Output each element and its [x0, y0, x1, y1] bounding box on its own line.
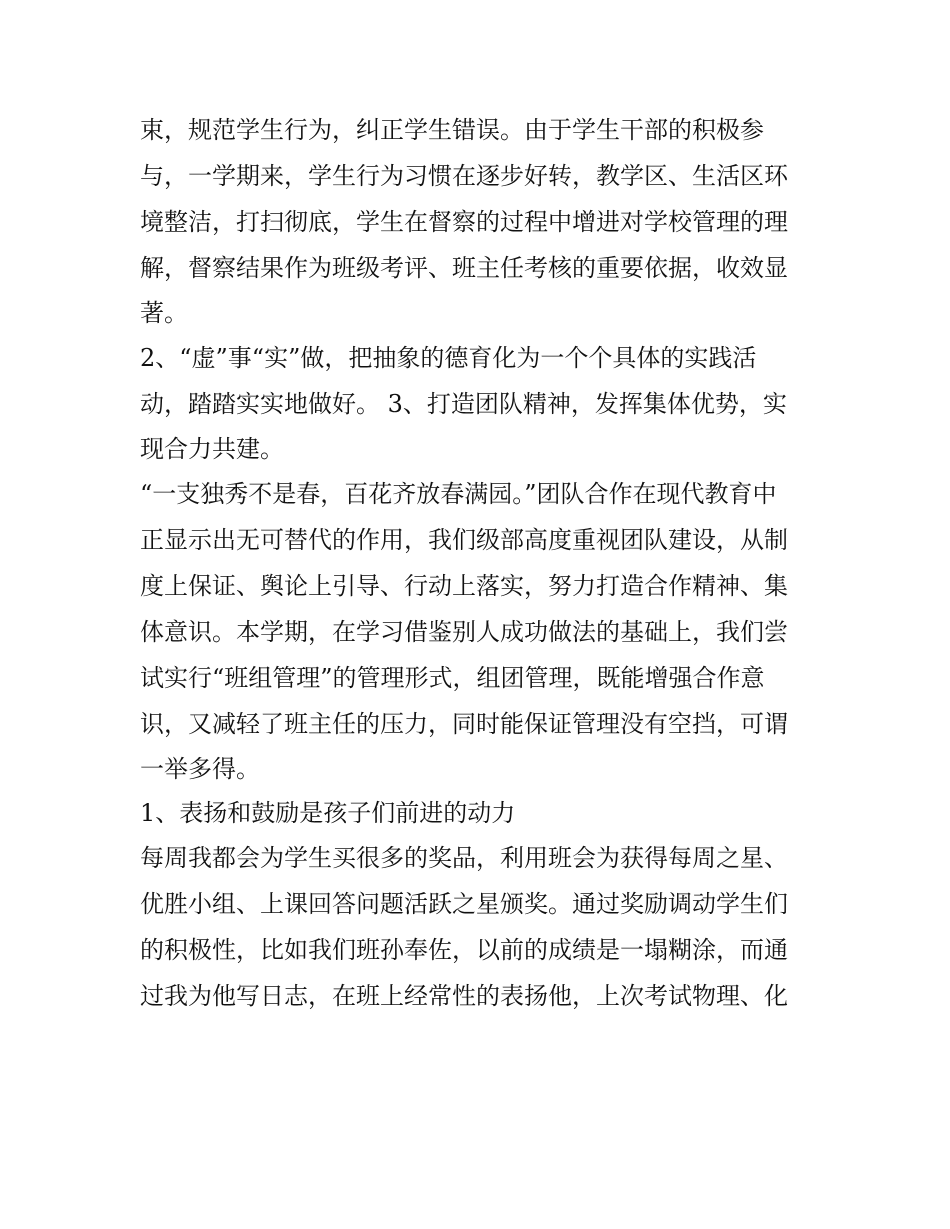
text-line: 识，又减轻了班主任的压力，同时能保证管理没有空挡，可谓 [140, 710, 788, 738]
text-line: 束，规范学生行为，纠正学生错误。由于学生干部的积极参 [140, 116, 764, 144]
text-line: 过我为他写日志，在班上经常性的表扬他，上次考试物理、化 [140, 982, 788, 1010]
text-line: 优胜小组、上课回答问题活跃之星颁奖。通过奖励调动学生们 [140, 890, 788, 918]
text-line: 动，踏踏实实地做好。 3、打造团队精神，发挥集体优势，实 [140, 390, 787, 418]
text-line: 解，督察结果作为班级考评、班主任考核的重要依据，收效显 [140, 254, 788, 282]
text-line: 度上保证、舆论上引导、行动上落实，努力打造合作精神、集 [140, 572, 788, 600]
text-line: 一举多得。 [140, 755, 260, 783]
section-heading: 1、表扬和鼓励是孩子们前进的动力 [140, 799, 516, 827]
text-line: 体意识。本学期，在学习借鉴别人成功做法的基础上，我们尝 [140, 618, 788, 646]
text-line: “一支独秀不是春，百花齐放春满园。”团队合作在现代教育中 [140, 480, 777, 508]
text-line: 试实行“班组管理”的管理形式，组团管理，既能增强合作意 [140, 664, 765, 692]
text-line: 的积极性，比如我们班孙奉佐，以前的成绩是一塌糊涂，而通 [140, 936, 788, 964]
text-line: 正显示出无可替代的作用，我们级部高度重视团队建设，从制 [140, 526, 788, 554]
text-line: 现合力共建。 [140, 435, 284, 463]
text-line: 与，一学期来，学生行为习惯在逐步好转，教学区、生活区环 [140, 162, 788, 190]
body-text [140, 107, 815, 1019]
text-line: 每周我都会为学生买很多的奖品，利用班会为获得每周之星、 [140, 844, 788, 872]
text-line: 境整洁，打扫彻底，学生在督察的过程中增进对学校管理的理 [140, 208, 788, 236]
text-line: 著。 [140, 299, 188, 327]
section-heading: 2、“虚”事“实”做，把抽象的德育化为一个个具体的实践活 [140, 344, 757, 372]
